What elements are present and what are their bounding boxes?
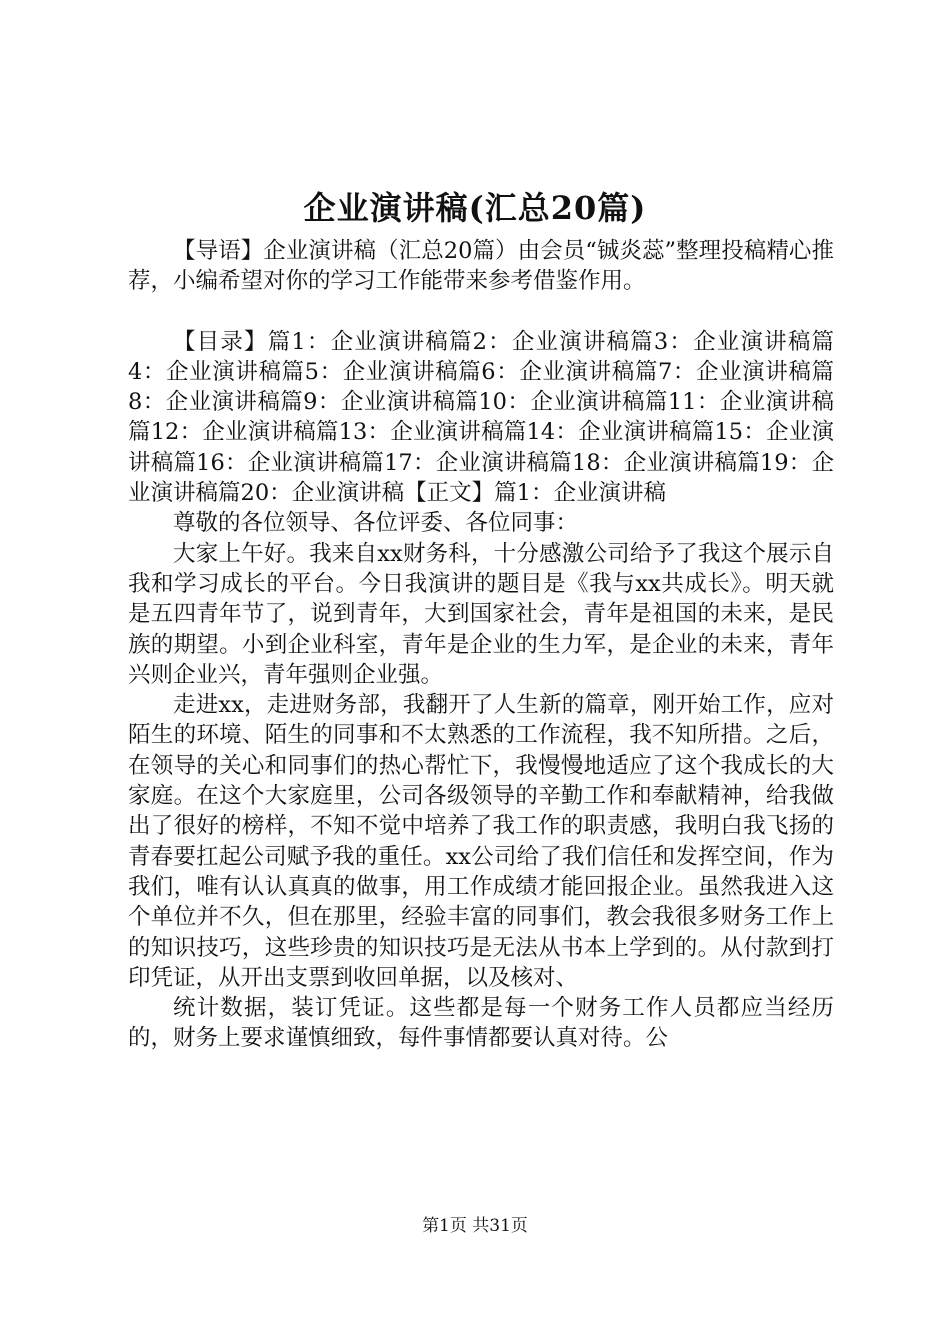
- body-paragraph: 走进xx，走进财务部，我翻开了人生新的篇章，刚开始工作，应对陌生的环境、陌生的同事和不太熟悉的工作流程，我不知所措。之后，在领导的关心和同事们的热心帮忙下，我慢慢地适应了这个我成长的大家庭。在这个大家庭里，公司各级领导的辛勤工作和奉献精神，给我做出了很好的榜样，不知不觉中培养了我工作的职责感，我明白我飞扬的青春要扛起公司赋予我的重任。xx公司给了我们信任和发挥空间，作为我们，唯有认认真真的做事，用工作成绩才能回报企业。虽然我进入这个单位并不久，但在那里，经验丰富的同事们，教会我很多财务工作上的知识技巧，这些珍贵的知识技巧是无法从书本上学到的。从付款到打印凭证，从开出支票到收回单据，以及核对、: [128, 692, 834, 991]
- body-paragraph: 大家上午好。我来自xx财务科，十分感激公司给予了我这个展示自我和学习成长的平台。今日我演讲的题目是《我与xx共成长》。明天就是五四青年节了，说到青年，大到国家社会，青年是祖国的未来，是民族的期望。小到企业科室，青年是企业的生力军，是企业的未来，青年兴则企业兴，青年强则企业强。: [128, 540, 834, 688]
- salutation-paragraph: 尊敬的各位领导、各位评委、各位同事：: [173, 510, 579, 537]
- intro-paragraph: 【导语】企业演讲稿（汇总20篇）由会员“铖炎蕊”整理投稿精心推荐，小编希望对你的学习工作能带来参考借鉴作用。: [128, 238, 834, 295]
- document-body: [128, 236, 834, 1054]
- table-of-contents-paragraph: 【目录】篇1：企业演讲稿篇2：企业演讲稿篇3：企业演讲稿篇4：企业演讲稿篇5：企业演讲稿篇6：企业演讲稿篇7：企业演讲稿篇8：企业演讲稿篇9：企业演讲稿篇10：企业演讲稿篇11：企业演讲稿篇12：企业演讲稿篇13：企业演讲稿篇14：企业演讲稿篇15：企业演讲稿篇16：企业演讲稿篇17：企业演讲稿篇18：企业演讲稿篇19：企业演讲稿篇20：企业演讲稿【正文】篇1：企业演讲稿: [128, 328, 834, 507]
- document-title: 企业演讲稿(汇总20篇): [303, 189, 647, 227]
- page-footer: 第1页 共31页: [422, 1216, 528, 1236]
- body-paragraph: 统计数据，装订凭证。这些都是每一个财务工作人员都应当经历的，财务上要求谨慎细致，每件事情都要认真对待。公: [128, 995, 834, 1052]
